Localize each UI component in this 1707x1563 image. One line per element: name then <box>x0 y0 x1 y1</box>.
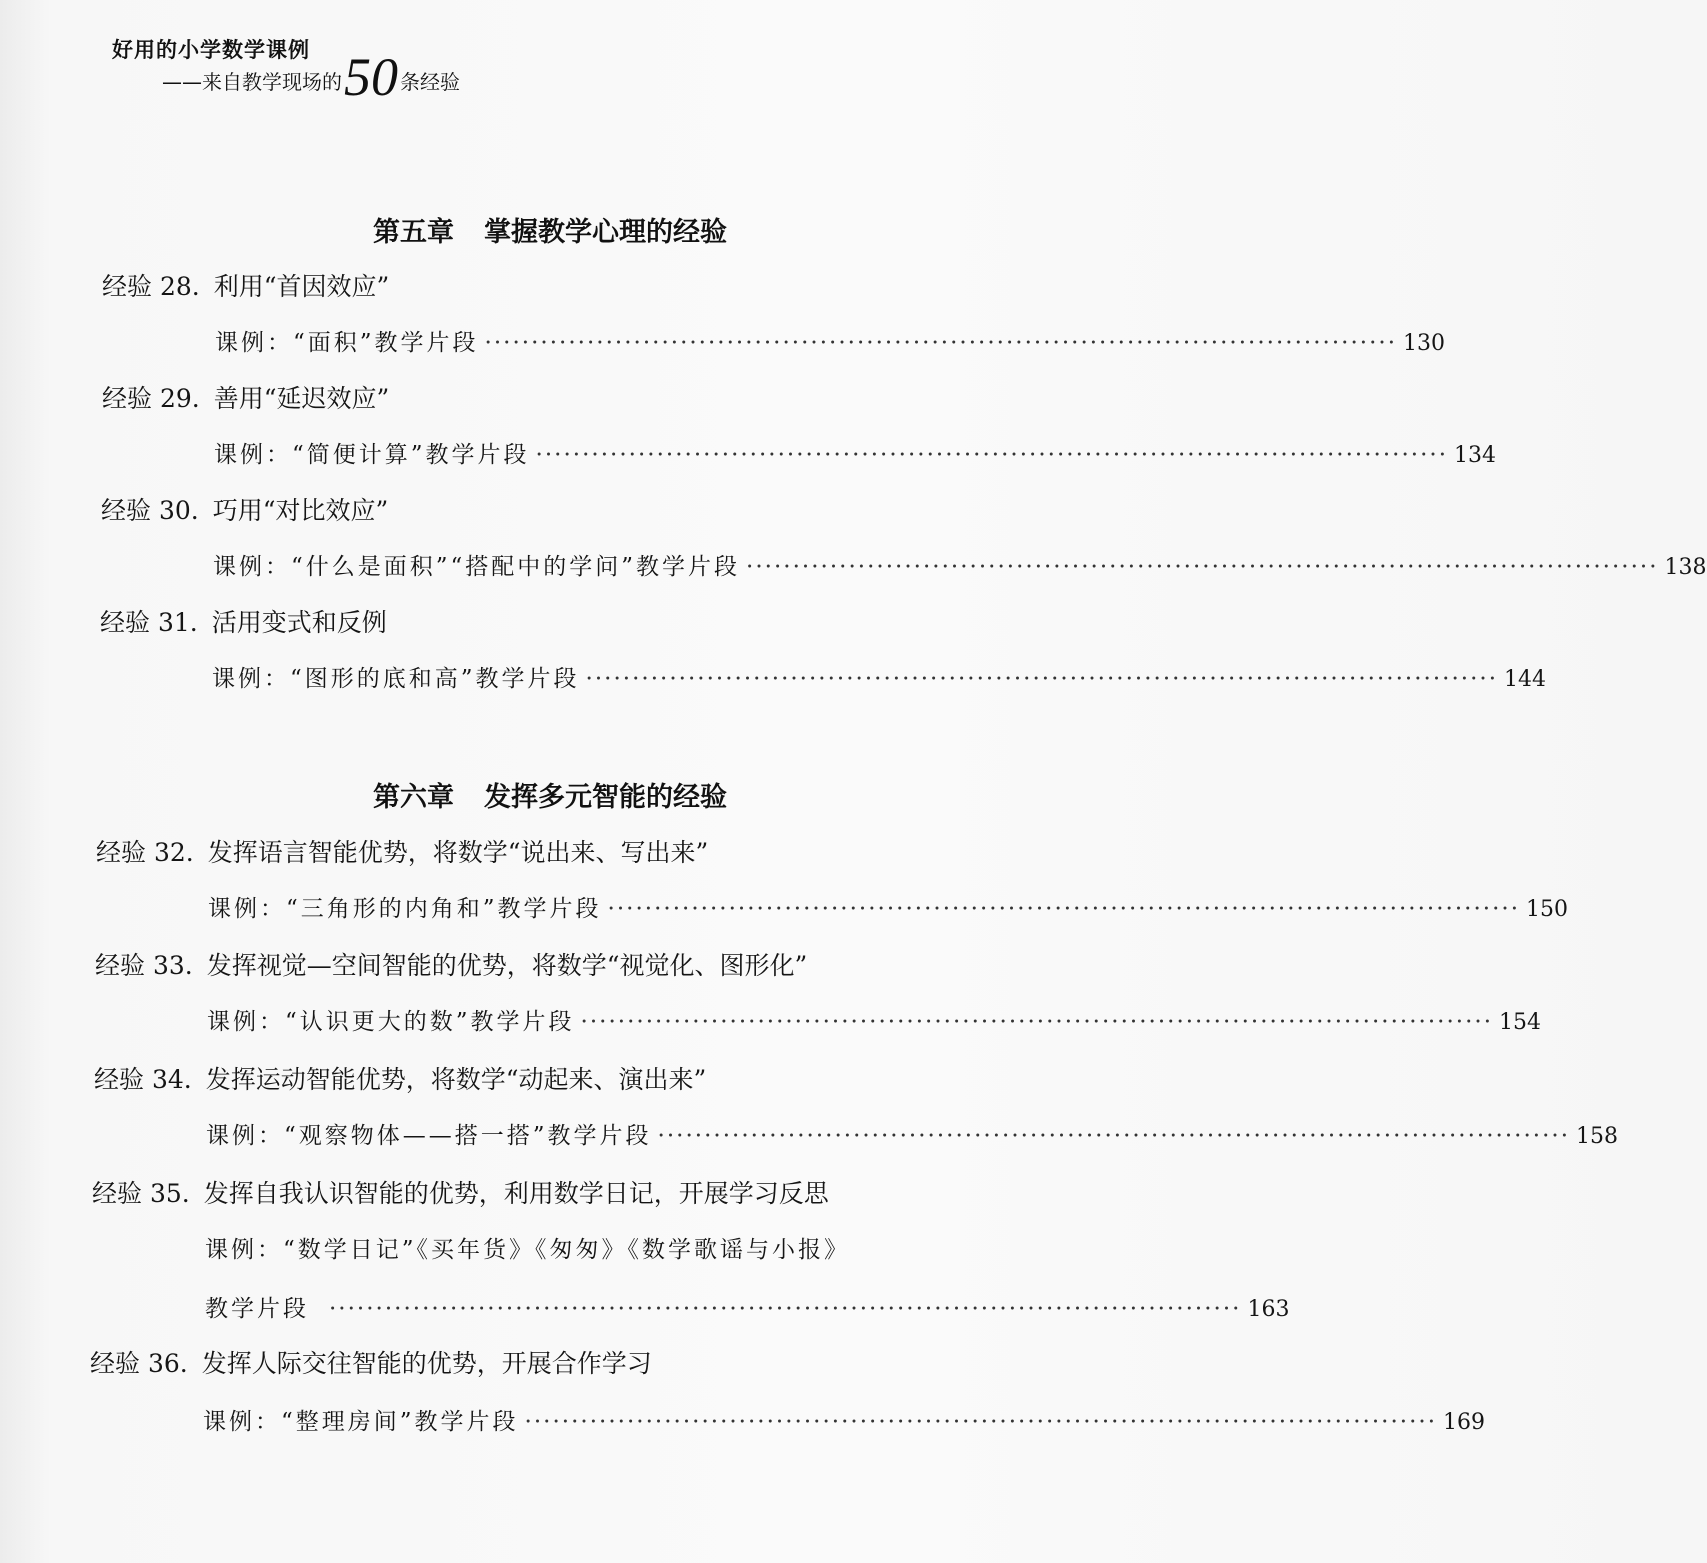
lesson-title: 课例：“面积”教学片段 <box>215 330 479 356</box>
experience-number: 经验 33. <box>95 951 193 980</box>
lesson-entry[interactable] <box>212 660 1547 693</box>
leader-dots: ·································································································· <box>585 666 1499 692</box>
leader-dots: ·································································································· <box>535 442 1449 468</box>
experience-number: 经验 31. <box>100 608 198 637</box>
experience-number: 经验 29. <box>102 384 200 413</box>
lesson-title: 课例：“什么是面积”“搭配中的学问”教学片段 <box>213 554 741 580</box>
experience-entry[interactable] <box>96 833 708 869</box>
lesson-title: 课例：“图形的底和高”教学片段 <box>212 666 580 692</box>
experience-title: 发挥视觉—空间智能的优势，将数学“视觉化、图形化” <box>206 951 808 980</box>
subtitle-before: ——来自教学现场的 <box>162 70 342 94</box>
lesson-entry[interactable] <box>203 1403 1486 1436</box>
experience-title: 善用“延迟效应” <box>213 384 390 413</box>
experience-number: 经验 28. <box>102 272 200 301</box>
leader-dots: ·································································································· <box>607 896 1521 922</box>
experience-entry[interactable] <box>92 1174 829 1210</box>
page-number: 130 <box>1403 331 1446 356</box>
running-header <box>112 34 460 107</box>
chapter-name: 发挥多元智能的经验 <box>484 782 727 813</box>
page-number: 154 <box>1499 1010 1542 1035</box>
lesson-title: 课例：“观察物体——搭一搭”教学片段 <box>206 1123 652 1149</box>
book-subtitle <box>162 47 460 107</box>
page-number: 150 <box>1526 897 1569 922</box>
experience-title: 巧用“对比效应” <box>212 496 389 525</box>
lesson-entry[interactable] <box>208 890 1569 923</box>
experience-entry[interactable] <box>100 603 387 639</box>
lesson-entry[interactable] <box>213 548 1707 581</box>
lesson-title: 课例：“认识更大的数”教学片段 <box>207 1009 575 1035</box>
experience-entry[interactable] <box>102 267 389 303</box>
leader-dots: ·································································································· <box>746 554 1659 580</box>
subtitle-number: 50 <box>344 47 398 107</box>
experience-number: 经验 35. <box>92 1179 190 1208</box>
experience-entry[interactable] <box>95 946 807 982</box>
lesson-entry[interactable] <box>214 436 1497 469</box>
page-number: 138 <box>1664 555 1707 580</box>
page-number: 163 <box>1247 1297 1290 1322</box>
page-number: 158 <box>1576 1124 1619 1149</box>
experience-entry[interactable] <box>94 1060 706 1096</box>
experience-number: 经验 36. <box>90 1349 188 1378</box>
chapter-title <box>0 210 1100 249</box>
chapter-title <box>0 775 1100 814</box>
page-number: 134 <box>1454 443 1497 468</box>
lesson-entry[interactable] <box>205 1290 1290 1323</box>
chapter-number: 第五章 <box>373 217 454 248</box>
lesson-title[interactable]: 课例：“数学日记”《买年货》《匆匆》《数学歌谣与小报》 <box>205 1237 851 1263</box>
experience-title: 活用变式和反例 <box>211 608 387 637</box>
experience-entry[interactable] <box>102 379 389 415</box>
experience-number: 经验 34. <box>94 1065 192 1094</box>
experience-title: 发挥人际交往智能的优势，开展合作学习 <box>201 1349 652 1378</box>
lesson-title-continued: 教学片段 <box>205 1296 309 1322</box>
experience-title: 利用“首因效应” <box>213 272 390 301</box>
experience-number: 经验 30. <box>101 496 199 525</box>
chapter-name: 掌握教学心理的经验 <box>484 217 727 248</box>
lesson-entry[interactable] <box>207 1003 1542 1036</box>
leader-dots: ·································································································· <box>329 1296 1242 1322</box>
experience-number: 经验 32. <box>96 838 194 867</box>
lesson-entry[interactable] <box>215 324 1446 357</box>
leader-dots: ·································································································· <box>484 330 1398 356</box>
lesson-entry[interactable] <box>206 1117 1619 1150</box>
experience-title: 发挥自我认识智能的优势，利用数学日记，开展学习反思 <box>203 1179 829 1208</box>
experience-entry[interactable] <box>101 491 388 527</box>
leader-dots: ·································································································· <box>657 1123 1571 1149</box>
leader-dots: ·································································································· <box>580 1009 1494 1035</box>
page-number: 169 <box>1443 1410 1486 1435</box>
leader-dots: ·································································································· <box>524 1409 1438 1435</box>
lesson-title: 课例：“三角形的内角和”教学片段 <box>208 896 602 922</box>
experience-title: 发挥运动智能优势，将数学“动起来、演出来” <box>205 1065 707 1094</box>
experience-title: 发挥语言智能优势，将数学“说出来、写出来” <box>207 838 709 867</box>
page-number: 144 <box>1504 667 1547 692</box>
lesson-title: 课例：“整理房间”教学片段 <box>203 1409 519 1435</box>
subtitle-after: 条经验 <box>400 70 460 94</box>
experience-entry[interactable] <box>90 1344 652 1380</box>
chapter-number: 第六章 <box>373 782 454 813</box>
book-title: 好用的小学数学课例 <box>112 38 310 62</box>
lesson-title: 课例：“简便计算”教学片段 <box>214 442 530 468</box>
